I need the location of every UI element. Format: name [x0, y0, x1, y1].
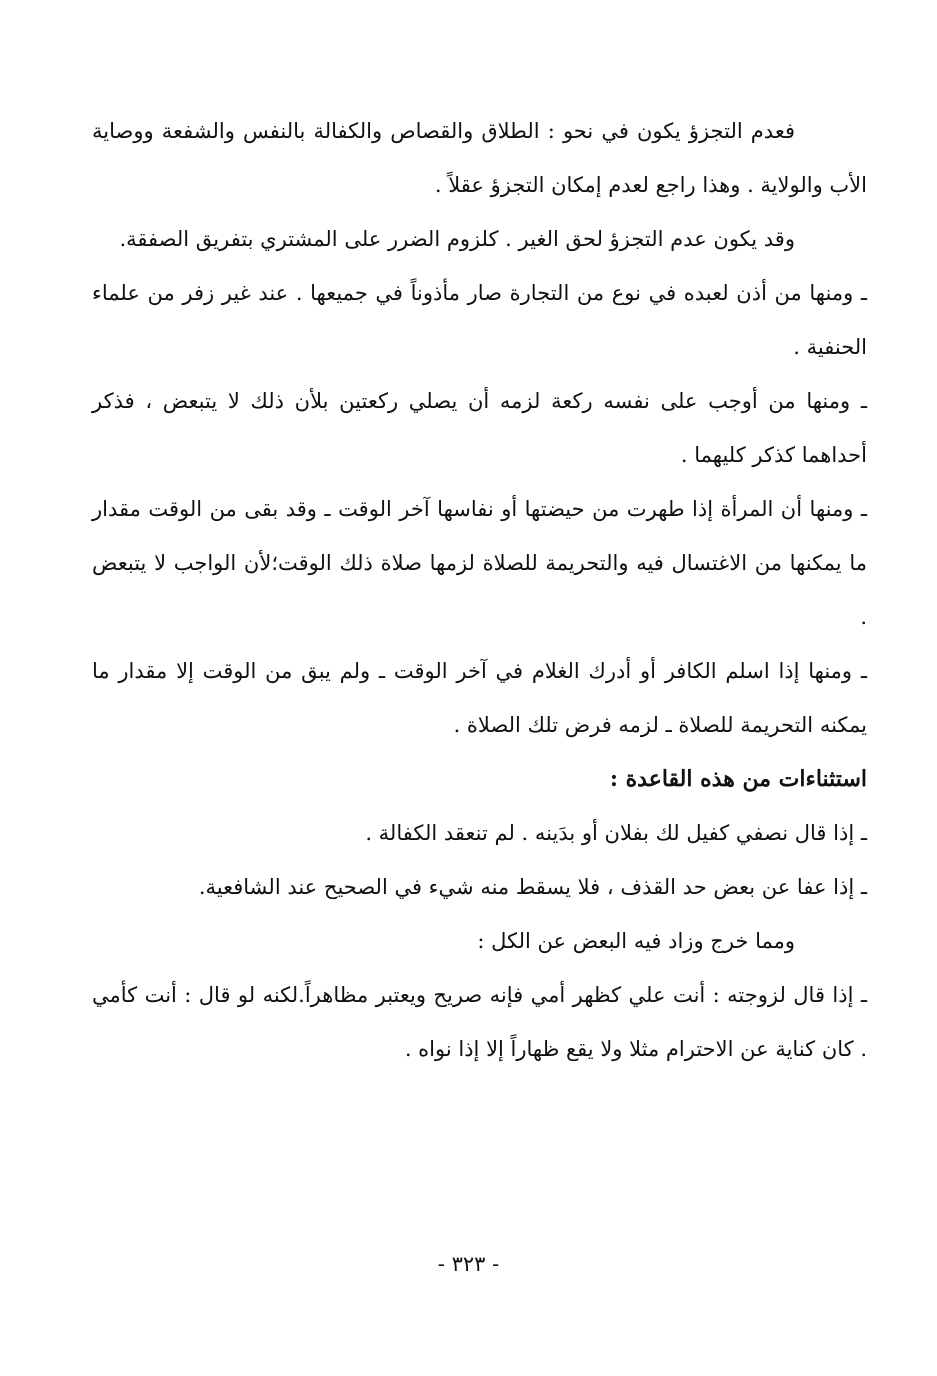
paragraph-example-convert: ـ ومنها إذا اسلم الكافر أو أدرك الغلام في آخر الوقت ـ ولم يبق من الوقت إلا مقدار ما يمكنه التحريمة للصلاة ـ لزمه فرض تلك الصلاة .: [92, 659, 867, 737]
paragraph-example-slave-trade: ـ ومنها من أذن لعبده في نوع من التجارة صار مأذوناً في جميعها . عند غير زفر من علماء الحنفية .: [92, 281, 867, 359]
paragraph-intro: فعدم التجزؤ يكون في نحو : الطلاق والقصاص والكفالة بالنفس والشفعة ووصاية الأب والولاية . وهذا راجع لعدم إمكان التجزؤ عقلاً .: [92, 119, 867, 197]
paragraph-part-exceeds-whole: ومما خرج وزاد فيه البعض عن الكل :: [477, 929, 795, 953]
paragraph-exception-guarantee: ـ إذا قال نصفي كفيل لك بفلان أو بدَينه . لم تنعقد الكفالة .: [365, 821, 867, 845]
paragraph-third-party-right: وقد يكون عدم التجزؤ لحق الغير . كلزوم الضرر على المشتري بتفريق الصفقة.: [119, 227, 795, 251]
paragraph-example-zihar: ـ إذا قال لزوجته : أنت علي كظهر أمي فإنه صريح ويعتبر مظاهراً.لكنه لو قال : أنت كأمي . كان كناية عن الاحترام مثلا ولا يقع ظهاراً إلا إذا نواه .: [92, 983, 867, 1061]
paragraph-example-rakah: ـ ومنها من أوجب على نفسه ركعة لزمه أن يصلي ركعتين بلأن ذلك لا يتبعض ، فذكر أحداهما كذكر كليهما .: [92, 389, 867, 467]
page-body: [92, 104, 867, 1076]
page-number: - ٣٢٣ -: [437, 1252, 500, 1276]
paragraph-example-purified-woman: ـ ومنها أن المرأة إذا طهرت من حيضتها أو نفاسها آخر الوقت ـ وقد بقى من الوقت مقدار ما يمكنها من الاغتسال فيه والتحريمة للصلاة لزمها صلاة ذلك الوقت؛لأن الواجب لا يتبعض .: [92, 497, 867, 629]
section-heading-exceptions: استثناءات من هذه القاعدة :: [609, 766, 867, 792]
paragraph-exception-qadhf: ـ إذا عفا عن بعض حد القذف ، فلا يسقط منه شيء في الصحيح عند الشافعية.: [198, 875, 867, 899]
